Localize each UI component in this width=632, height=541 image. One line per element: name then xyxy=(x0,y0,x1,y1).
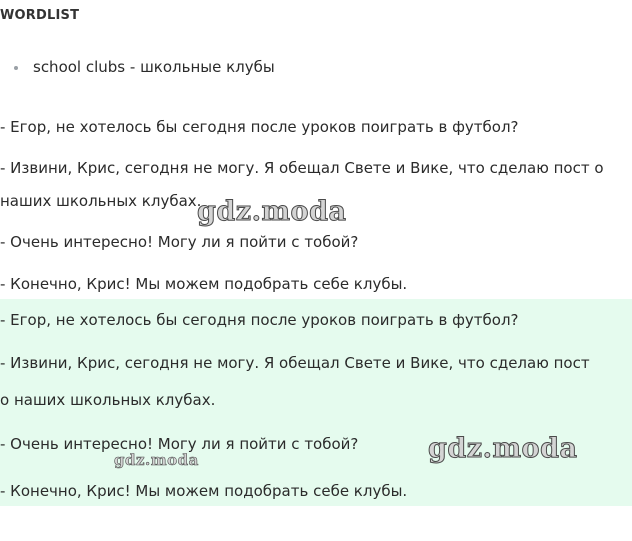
dialogue-line: - Егор, не хотелось бы сегодня после уроков поиграть в футбол? xyxy=(0,118,519,136)
answer-line: - Егор, не хотелось бы сегодня после уроков поиграть в футбол? xyxy=(0,311,519,329)
answer-line: - Очень интересно! Могу ли я пойти с тобой? xyxy=(0,435,359,453)
wordlist-item-text: school clubs - школьные клубы xyxy=(33,58,275,76)
watermark: gdz.moda xyxy=(428,433,578,464)
answer-line: - Извини, Крис, сегодня не могу. Я обещал Свете и Вике, что сделаю пост xyxy=(0,354,590,372)
dialogue-line: наших школьных клубах. xyxy=(0,192,202,210)
wordlist-item xyxy=(14,57,275,77)
answer-line: о наших школьных клубах. xyxy=(0,391,216,409)
answer-line: - Конечно, Крис! Мы можем подобрать себе клубы. xyxy=(0,482,408,500)
dialogue-line: - Очень интересно! Могу ли я пойти с тобой? xyxy=(0,233,359,251)
watermark: gdz.moda xyxy=(197,196,347,227)
wordlist xyxy=(14,57,275,77)
dialogue-line: - Извини, Крис, сегодня не могу. Я обещал Свете и Вике, что сделаю пост о xyxy=(0,159,604,177)
dialogue-line: - Конечно, Крис! Мы можем подобрать себе клубы. xyxy=(0,275,408,293)
wordlist-heading: WORDLIST xyxy=(0,8,80,23)
watermark: gdz.moda xyxy=(114,451,199,469)
bullet-icon xyxy=(14,66,18,70)
